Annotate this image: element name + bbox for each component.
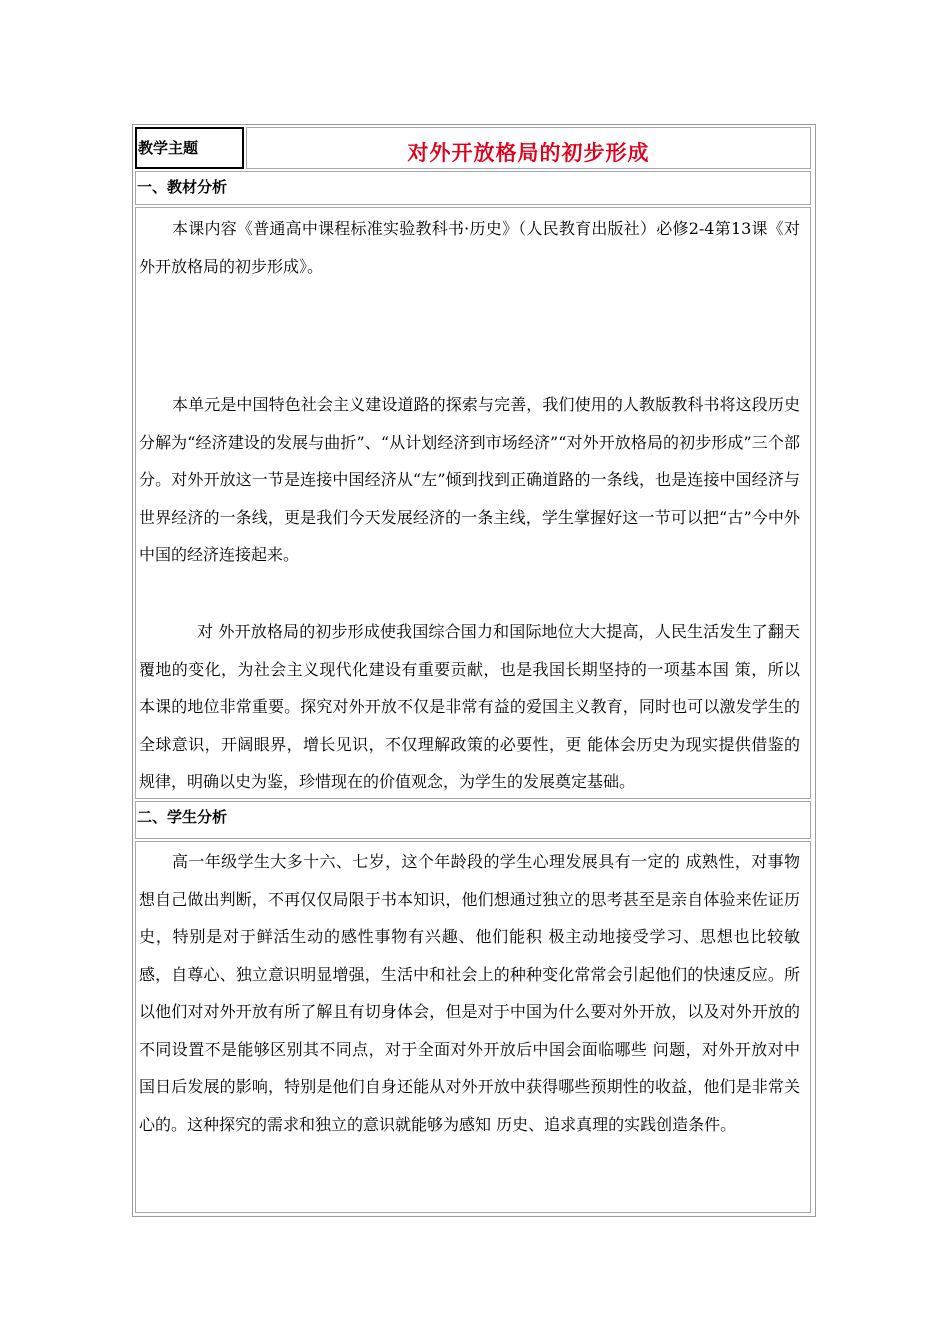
student-analysis-body — [135, 841, 811, 1213]
lesson-title: 对外开放格局的初步形成 — [407, 141, 650, 165]
textbook-paragraph-3: 对 外开放格局的初步形成使我国综合国力和国际地位大大提高，人民生活发生了翻天覆地的变化，为社会主义现代化建设有重要贡献，也是我国长期坚持的一项基本国 策，所以本课的地位非常重要。探究对外开放不仅是非常有益的爱国主义教育，同时也可以激发学生的全球意识，开阔眼界，增长见识，不仅理解政策的必要性，更 能体会历史为现实提供借鉴的规律，明确以史为鉴，珍惜现在的价值观念，为学生的发展奠定基础。 — [139, 622, 800, 791]
textbook-paragraph-2: 本单元是中国特色社会主义建设道路的探索与完善，我们使用的人教版教科书将这段历史分解为“经济建设的发展与曲折”、“从计划经济到市场经济”“对外开放格局的初步形成”三个部分。对外开放这一节是连接中国经济从“左”倾到找到正确道路的一条线，也是连接中国经济与世界经济的一条线，更是我们今天发展经济的一条主线，学生掌握好这一节可以把“古”今中外中国的经济连接起来。 — [139, 395, 800, 564]
textbook-paragraph-1: 本课内容《普通高中课程标准实验教科书·历史》（人民教育出版社）必修2-4第13课《对外开放格局的初步形成》。 — [139, 219, 800, 276]
section-heading-textbook-analysis: 一、教材分析 — [135, 171, 811, 205]
title-cell — [246, 127, 811, 169]
textbook-analysis-body — [135, 207, 811, 799]
lesson-plan-table — [132, 124, 816, 1217]
student-paragraph-1: 高一年级学生大多十六、七岁，这个年龄段的学生心理发展具有一定的 成熟性，对事物想自己做出判断，不再仅仅局限于书本知识，他们想通过独立的思考甚至是亲自体验来佐证历史，特别是对于鲜活生动的感性事物有兴趣、他们能积 极主动地接受学习、思想也比较敏感，自尊心、独立意识明显增强，生活中和社会上的种种变化常常会引起他们的快速反应。所 以他们对对外开放有所了解且有切身体会，但是对于中国为什么要对外开放，以及对外开放的不同设置不是能够区别其不同点，对于全面对外开放后中国会面临哪些 问题，对外开放对中国日后发展的影响，特别是他们自身还能从对外开放中获得哪些预期性的收益，他们是非常关心的。这种探究的需求和独立的意识就能够为感知 历史、追求真理的实践创造条件。 — [139, 852, 800, 1134]
section-heading-student-analysis: 二、学生分析 — [135, 801, 811, 839]
topic-label: 教学主题 — [135, 127, 244, 169]
